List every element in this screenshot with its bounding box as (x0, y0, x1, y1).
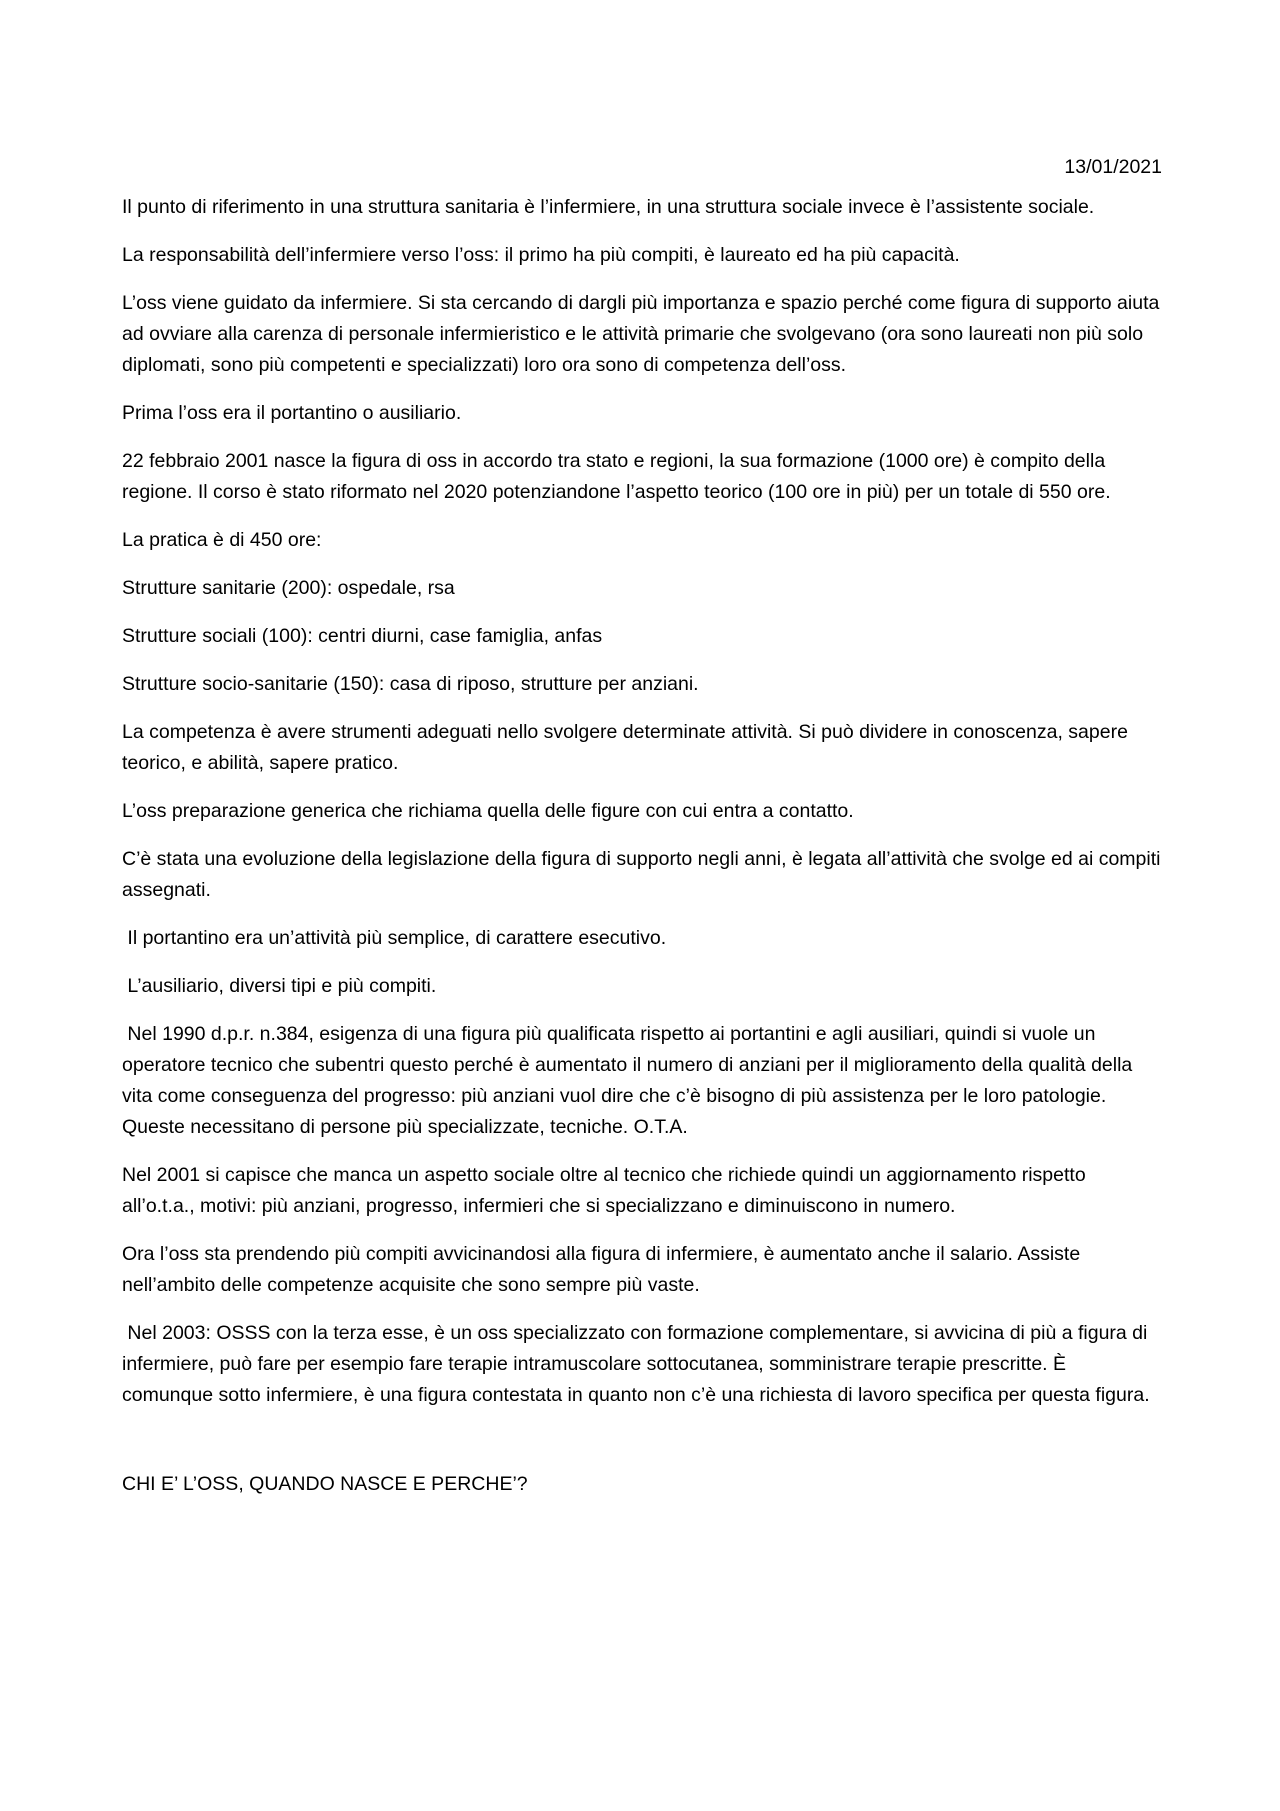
document-date: 13/01/2021 (1064, 156, 1162, 178)
paragraph-3: L’oss viene guidato da infermiere. Si sta cercando di dargli più importanza e spazio perché come figura di supporto aiuta ad ovviare alla carenza di personale infermieristico e le attività primarie che svolgevano (ora sono laureati non più solo diplomati, sono più competenti e specializzati) loro ora sono di competenza dell’oss. (122, 292, 1165, 376)
paragraph-14: L’ausiliario, diversi tipi e più compiti. (122, 975, 437, 997)
paragraph-6: La pratica è di 450 ore: (122, 529, 322, 551)
paragraph-11: L’oss preparazione generica che richiama quella delle figure con cui entra a contatto. (122, 800, 854, 822)
paragraph-16: Nel 2001 si capisce che manca un aspetto sociale oltre al tecnico che richiede quindi un aggiornamento rispetto all’o.t.a., motivi: più anziani, progresso, infermieri che si specializzano e diminuiscono in numero. (122, 1164, 1092, 1217)
paragraph-15: Nel 1990 d.p.r. n.384, esigenza di una figura più qualificata rispetto ai portantini e agli ausiliari, quindi si vuole un operatore tecnico che subentri questo perché è aumentato il numero di anziani per il miglioramento della qualità della vita come conseguenza del progresso: più anziani vuol dire che c’è bisogno di più assistenza per le loro patologie. Queste necessitano di persone più specializzate, tecniche. O.T.A. (122, 1023, 1138, 1138)
paragraph-1: Il punto di riferimento in una struttura sanitaria è l’infermiere, in una struttura sociale invece è l’assistente sociale. (122, 196, 1095, 218)
paragraph-17: Ora l’oss sta prendendo più compiti avvicinandosi alla figura di infermiere, è aumentato anche il salario. Assiste nell’ambito delle competenze acquisite che sono sempre più vaste. (122, 1243, 1086, 1296)
document-page (122, 152, 1166, 1500)
paragraph-7: Strutture sanitarie (200): ospedale, rsa (122, 577, 455, 599)
paragraph-4: Prima l’oss era il portantino o ausiliario. (122, 402, 462, 424)
section-heading: CHI E’ L’OSS, QUANDO NASCE E PERCHE’? (122, 1473, 528, 1495)
paragraph-8: Strutture sociali (100): centri diurni, case famiglia, anfas (122, 625, 603, 647)
paragraph-9: Strutture socio-sanitarie (150): casa di riposo, strutture per anziani. (122, 673, 699, 695)
paragraph-18: Nel 2003: OSSS con la terza esse, è un oss specializzato con formazione complementare, si avvicina di più a figura di infermiere, può fare per esempio fare terapie intramuscolare sottocutanea, somministrare terapie prescritte. È comunque sotto infermiere, è una figura contestata in quanto non c’è una richiesta di lavoro specifica per questa figura. (122, 1322, 1153, 1406)
paragraph-10: La competenza è avere strumenti adeguati nello svolgere determinate attività. Si può dividere in conoscenza, sapere teorico, e abilità, sapere pratico. (122, 721, 1134, 774)
paragraph-2: La responsabilità dell’infermiere verso l’oss: il primo ha più compiti, è laureato ed ha più capacità. (122, 244, 960, 266)
paragraph-13: Il portantino era un’attività più semplice, di carattere esecutivo. (122, 927, 667, 949)
paragraph-12: C’è stata una evoluzione della legislazione della figura di supporto negli anni, è legata all’attività che svolge ed ai compiti assegnati. (122, 848, 1166, 901)
paragraph-5: 22 febbraio 2001 nasce la figura di oss in accordo tra stato e regioni, la sua formazione (1000 ore) è compito della regione. Il corso è stato riformato nel 2020 potenziandone l’aspetto teorico (100 ore in più) per un totale di 550 ore. (122, 450, 1111, 503)
